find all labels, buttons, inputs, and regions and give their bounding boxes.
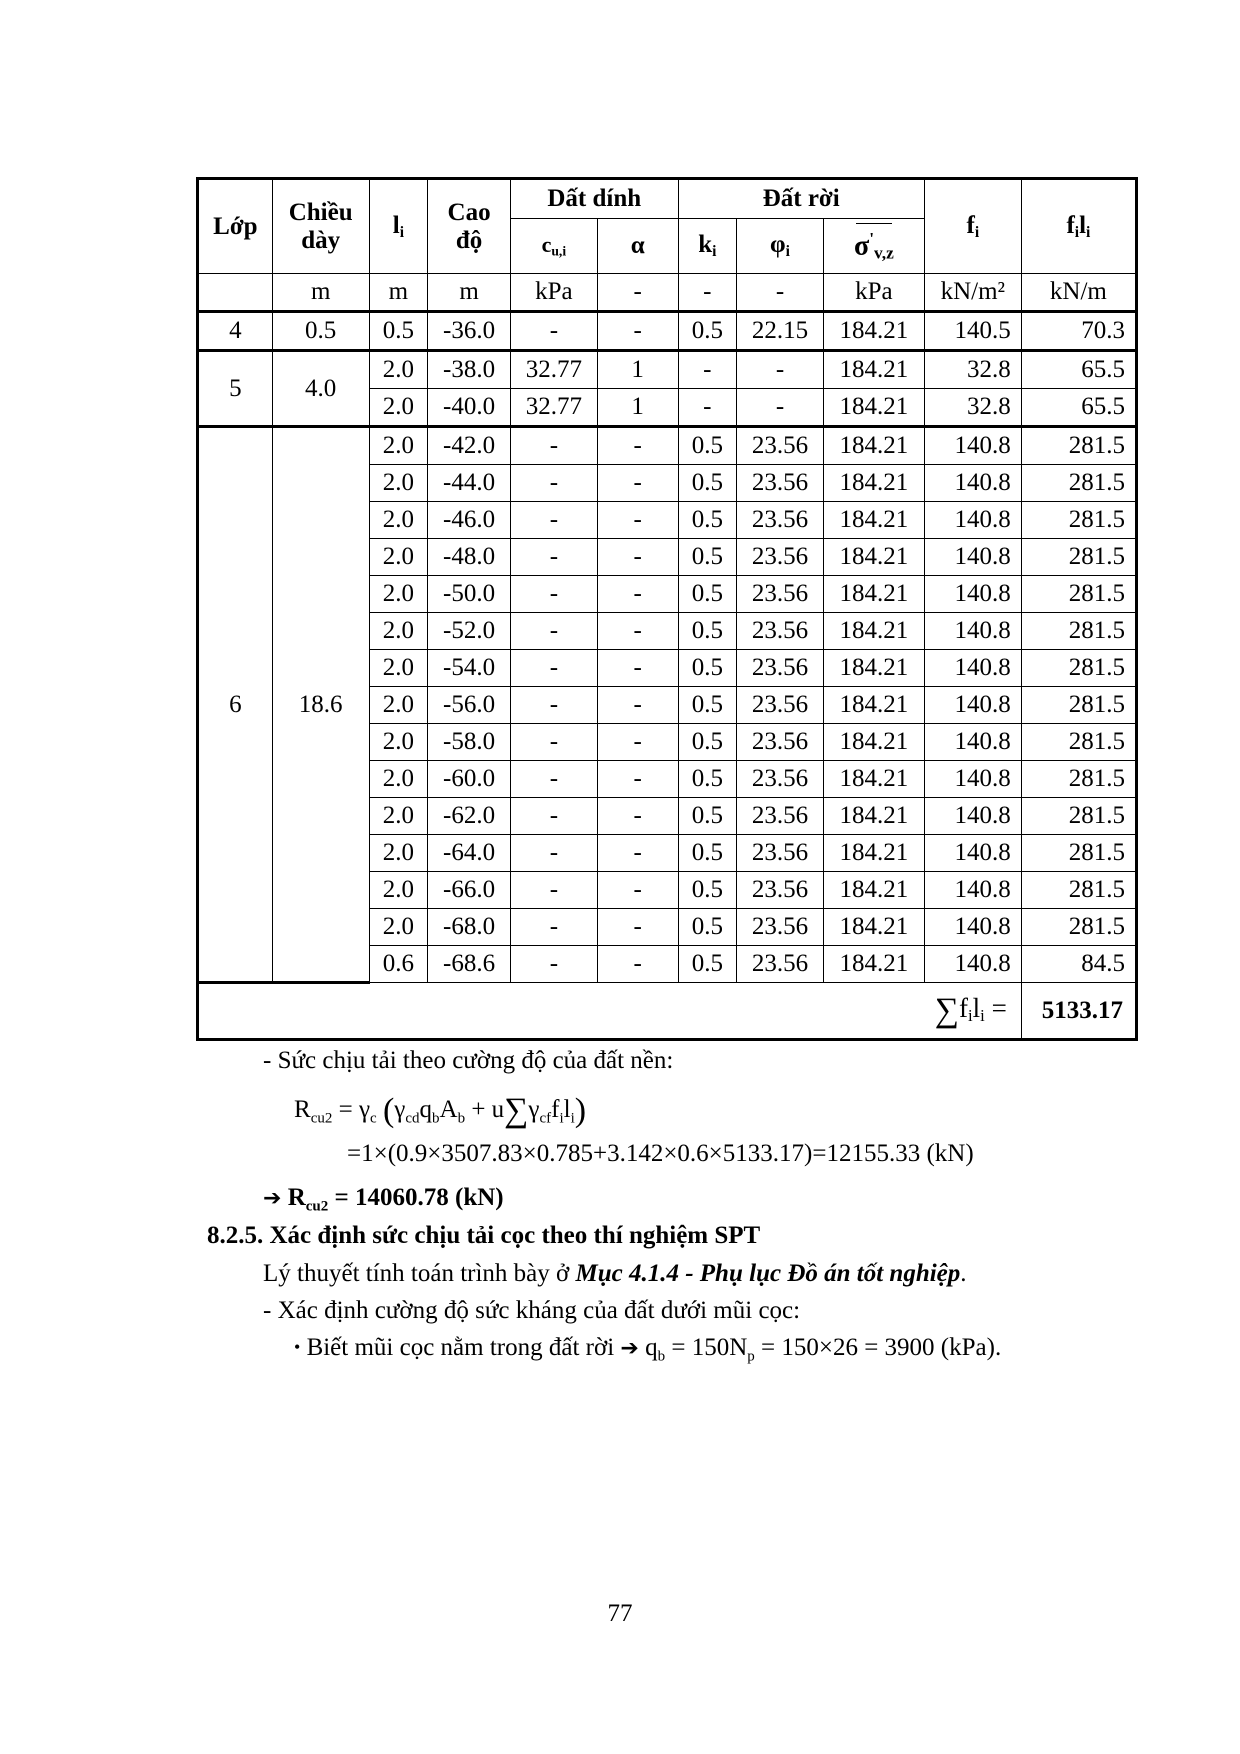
theory-line: Lý thuyết tính toán trình bày ở Mục 4.1.4 - Phụ lục Đồ án tốt nghiệp. bbox=[263, 1260, 967, 1287]
table-cell: 2.0 bbox=[369, 687, 428, 724]
arrow-icon: ➔ bbox=[620, 1336, 639, 1361]
table-cell: - bbox=[597, 427, 678, 465]
table-cell: 23.56 bbox=[737, 946, 824, 983]
table-row bbox=[198, 312, 1137, 351]
table-cell: 1 bbox=[597, 389, 678, 427]
unit-cell: - bbox=[597, 274, 678, 312]
table-cell: 32.8 bbox=[924, 389, 1021, 427]
total-row bbox=[198, 983, 1137, 1040]
table-cell: - bbox=[510, 798, 597, 835]
table-cell: 23.56 bbox=[737, 650, 824, 687]
bearing-capacity-line: - Sức chịu tải theo cường độ của đất nền: bbox=[263, 1047, 674, 1074]
header-cao-do: Cao độ bbox=[428, 179, 511, 274]
header-dat-dinh: Dất dính bbox=[510, 179, 678, 219]
table-cell: 23.56 bbox=[737, 502, 824, 539]
formula-calculation: =1×(0.9×3507.83×0.785+3.142×0.6×5133.17)=12155.33 (kN) bbox=[347, 1140, 974, 1167]
section-heading: 8.2.5. Xác định sức chịu tải cọc theo thí nghiệm SPT bbox=[207, 1222, 761, 1249]
table-cell: 140.8 bbox=[924, 427, 1021, 465]
table-cell: - bbox=[597, 835, 678, 872]
table-cell: 140.8 bbox=[924, 576, 1021, 613]
table-cell: 2.0 bbox=[369, 761, 428, 798]
table-cell: -42.0 bbox=[428, 427, 511, 465]
layer-thickness: 4.0 bbox=[272, 351, 369, 427]
table-cell: - bbox=[678, 351, 737, 389]
header-dat-roi: Đất rời bbox=[678, 179, 924, 219]
table-cell: - bbox=[597, 650, 678, 687]
page-number: 77 bbox=[607, 1600, 633, 1627]
table-cell: - bbox=[737, 351, 824, 389]
table-cell: - bbox=[597, 798, 678, 835]
header-fili: $f_il_i$ bbox=[1021, 179, 1136, 274]
table-cell: 65.5 bbox=[1021, 389, 1136, 427]
unit-cell: m bbox=[428, 274, 511, 312]
table-cell: 140.8 bbox=[924, 650, 1021, 687]
table-cell: 32.8 bbox=[924, 351, 1021, 389]
table-cell: 140.8 bbox=[924, 909, 1021, 946]
table-cell: 281.5 bbox=[1021, 761, 1136, 798]
table-cell: 23.56 bbox=[737, 465, 824, 502]
table-cell: 184.21 bbox=[823, 909, 924, 946]
table-cell: - bbox=[510, 946, 597, 983]
table-body bbox=[198, 312, 1137, 983]
table-cell: 0.5 bbox=[678, 576, 737, 613]
table-cell: 281.5 bbox=[1021, 798, 1136, 835]
table-cell: -50.0 bbox=[428, 576, 511, 613]
unit-cell: - bbox=[737, 274, 824, 312]
table-cell: 184.21 bbox=[823, 539, 924, 576]
table-cell: 23.56 bbox=[737, 539, 824, 576]
table-cell: 281.5 bbox=[1021, 909, 1136, 946]
unit-cell: kN/m bbox=[1021, 274, 1136, 312]
unit-cell: m bbox=[272, 274, 369, 312]
table-cell: 281.5 bbox=[1021, 576, 1136, 613]
table-cell: 0.5 bbox=[678, 798, 737, 835]
table-cell: 84.5 bbox=[1021, 946, 1136, 983]
table-cell: 140.8 bbox=[924, 761, 1021, 798]
table-cell: 184.21 bbox=[823, 502, 924, 539]
table-cell: 2.0 bbox=[369, 427, 428, 465]
table-cell: -68.6 bbox=[428, 946, 511, 983]
table-cell: 2.0 bbox=[369, 909, 428, 946]
table-cell: 140.8 bbox=[924, 613, 1021, 650]
table-cell: 184.21 bbox=[823, 465, 924, 502]
table-cell: 0.5 bbox=[678, 650, 737, 687]
table-cell: - bbox=[510, 465, 597, 502]
table-cell: -60.0 bbox=[428, 761, 511, 798]
table-cell: 23.56 bbox=[737, 724, 824, 761]
table-cell: - bbox=[737, 389, 824, 427]
table-cell: -62.0 bbox=[428, 798, 511, 835]
table-cell: 281.5 bbox=[1021, 835, 1136, 872]
table-cell: 23.56 bbox=[737, 835, 824, 872]
table-cell: -56.0 bbox=[428, 687, 511, 724]
table-cell: 184.21 bbox=[823, 798, 924, 835]
sum-label: $\sum f_il_i$ = bbox=[198, 983, 1022, 1040]
table-cell: - bbox=[510, 724, 597, 761]
table-cell: 65.5 bbox=[1021, 351, 1136, 389]
table-cell: 23.56 bbox=[737, 427, 824, 465]
table-cell: 2.0 bbox=[369, 465, 428, 502]
table-cell: - bbox=[510, 613, 597, 650]
header-li: $l_i$ bbox=[369, 179, 428, 274]
table-cell: - bbox=[510, 427, 597, 465]
table-cell: - bbox=[597, 502, 678, 539]
skin-friction-table bbox=[196, 177, 1138, 1041]
table-cell: - bbox=[597, 613, 678, 650]
table-cell: 2.0 bbox=[369, 650, 428, 687]
table-cell: -68.0 bbox=[428, 909, 511, 946]
table-cell: 23.56 bbox=[737, 909, 824, 946]
header-alpha: α bbox=[597, 219, 678, 274]
table-cell: 0.5 bbox=[678, 427, 737, 465]
table-cell: - bbox=[510, 761, 597, 798]
table-cell: 281.5 bbox=[1021, 724, 1136, 761]
table-cell: 23.56 bbox=[737, 798, 824, 835]
table-cell: 184.21 bbox=[823, 946, 924, 983]
table-cell: -48.0 bbox=[428, 539, 511, 576]
table-cell: - bbox=[597, 465, 678, 502]
units-row bbox=[198, 274, 1137, 312]
unit-cell: kN/m² bbox=[924, 274, 1021, 312]
table-cell: 184.21 bbox=[823, 835, 924, 872]
table-cell: 140.8 bbox=[924, 798, 1021, 835]
sum-value: 5133.17 bbox=[1021, 983, 1136, 1040]
table-cell: 140.8 bbox=[924, 539, 1021, 576]
header-chieu-day: Chiều dày bbox=[272, 179, 369, 274]
table-cell: - bbox=[597, 724, 678, 761]
table-cell: - bbox=[510, 576, 597, 613]
unit-cell: kPa bbox=[823, 274, 924, 312]
result-line: ➔ $R_{cu2} = 14060.78$ (kN) bbox=[263, 1184, 504, 1215]
table-cell: - bbox=[597, 539, 678, 576]
layer-thickness: 0.5 bbox=[272, 312, 369, 351]
table-cell: 23.56 bbox=[737, 613, 824, 650]
table-cell: -36.0 bbox=[428, 312, 511, 351]
table-cell: - bbox=[510, 909, 597, 946]
table-cell: 2.0 bbox=[369, 539, 428, 576]
table-cell: - bbox=[510, 650, 597, 687]
table-cell: -44.0 bbox=[428, 465, 511, 502]
table-cell: 2.0 bbox=[369, 872, 428, 909]
table-cell: 281.5 bbox=[1021, 687, 1136, 724]
table-cell: -52.0 bbox=[428, 613, 511, 650]
layer-number: 4 bbox=[198, 312, 273, 351]
table-cell: 281.5 bbox=[1021, 465, 1136, 502]
table-cell: 0.5 bbox=[678, 502, 737, 539]
table-cell: - bbox=[678, 389, 737, 427]
table-cell: 140.8 bbox=[924, 946, 1021, 983]
table-cell: 2.0 bbox=[369, 576, 428, 613]
arrow-icon: ➔ bbox=[263, 1186, 282, 1211]
table-cell: 184.21 bbox=[823, 687, 924, 724]
table-cell: 281.5 bbox=[1021, 872, 1136, 909]
table-cell: 2.0 bbox=[369, 798, 428, 835]
table-cell: - bbox=[597, 946, 678, 983]
table-cell: - bbox=[510, 539, 597, 576]
table-cell: - bbox=[597, 872, 678, 909]
table-cell: 140.8 bbox=[924, 687, 1021, 724]
table-cell: 184.21 bbox=[823, 872, 924, 909]
table-cell: 184.21 bbox=[823, 427, 924, 465]
table-cell: 23.56 bbox=[737, 576, 824, 613]
table-cell: 23.56 bbox=[737, 872, 824, 909]
table-cell: 281.5 bbox=[1021, 613, 1136, 650]
table-cell: 0.5 bbox=[678, 946, 737, 983]
resistance-line: - Xác định cường độ sức kháng của đất dưới mũi cọc: bbox=[263, 1297, 801, 1324]
table-cell: - bbox=[597, 761, 678, 798]
table-cell: 23.56 bbox=[737, 761, 824, 798]
layer-number: 6 bbox=[198, 427, 273, 983]
table-cell: 0.5 bbox=[369, 312, 428, 351]
table-cell: -66.0 bbox=[428, 872, 511, 909]
table-cell: -38.0 bbox=[428, 351, 511, 389]
table-cell: 140.8 bbox=[924, 465, 1021, 502]
table-cell: 0.5 bbox=[678, 613, 737, 650]
table-cell: 140.5 bbox=[924, 312, 1021, 351]
table-cell: - bbox=[510, 872, 597, 909]
table-cell: 0.5 bbox=[678, 465, 737, 502]
table-cell: -40.0 bbox=[428, 389, 511, 427]
table-cell: 0.5 bbox=[678, 761, 737, 798]
table-cell: - bbox=[597, 909, 678, 946]
formula-rcu2: $R_{cu2} = \gamma_c$ $(\gamma_{cd}q_bA_b + u\sum\gamma_{cf}f_il_i)$ bbox=[294, 1092, 587, 1129]
header-fi: $f_i$ bbox=[924, 179, 1021, 274]
bullet-line: • Biết mũi cọc nằm trong đất rời ➔ $q_b = 150N_p = 150\times 26 = 3900$ (kPa). bbox=[294, 1334, 1002, 1365]
table-cell: - bbox=[510, 835, 597, 872]
table-cell: 2.0 bbox=[369, 724, 428, 761]
table-cell: 0.5 bbox=[678, 539, 737, 576]
table-cell: 23.56 bbox=[737, 687, 824, 724]
table-cell: 140.8 bbox=[924, 835, 1021, 872]
table-cell: 0.6 bbox=[369, 946, 428, 983]
table-cell: 0.5 bbox=[678, 909, 737, 946]
table-cell: 281.5 bbox=[1021, 539, 1136, 576]
table-cell: - bbox=[597, 312, 678, 351]
layer-number: 5 bbox=[198, 351, 273, 427]
table-cell: - bbox=[510, 687, 597, 724]
table-cell: 0.5 bbox=[678, 872, 737, 909]
table-cell: - bbox=[597, 687, 678, 724]
table-cell: 140.8 bbox=[924, 872, 1021, 909]
unit-cell: kPa bbox=[510, 274, 597, 312]
table-cell: -64.0 bbox=[428, 835, 511, 872]
table-cell: -46.0 bbox=[428, 502, 511, 539]
table-row bbox=[198, 351, 1137, 389]
header-ki: $k_i$ bbox=[678, 219, 737, 274]
header-sigma: $\sigma'_{v,z}$ bbox=[823, 219, 924, 274]
table-cell: -58.0 bbox=[428, 724, 511, 761]
table-cell: 184.21 bbox=[823, 761, 924, 798]
layer-thickness: 18.6 bbox=[272, 427, 369, 983]
table-cell: 184.21 bbox=[823, 650, 924, 687]
table-cell: 281.5 bbox=[1021, 502, 1136, 539]
header-cu: $c_{u,i}$ bbox=[510, 219, 597, 274]
table-cell: 32.77 bbox=[510, 351, 597, 389]
table-cell: 184.21 bbox=[823, 576, 924, 613]
table-cell: 140.8 bbox=[924, 502, 1021, 539]
table-cell: - bbox=[510, 312, 597, 351]
table-cell: 184.21 bbox=[823, 724, 924, 761]
table-cell: 32.77 bbox=[510, 389, 597, 427]
table-cell: 0.5 bbox=[678, 312, 737, 351]
table-cell: - bbox=[597, 576, 678, 613]
table-cell: 2.0 bbox=[369, 351, 428, 389]
table-cell: - bbox=[510, 502, 597, 539]
table-cell: 0.5 bbox=[678, 687, 737, 724]
table-cell: 0.5 bbox=[678, 724, 737, 761]
table-cell: 0.5 bbox=[678, 835, 737, 872]
header-lop: Lớp bbox=[198, 179, 273, 274]
table-cell: -54.0 bbox=[428, 650, 511, 687]
table-cell: 2.0 bbox=[369, 389, 428, 427]
table-cell: 281.5 bbox=[1021, 650, 1136, 687]
table-cell: 1 bbox=[597, 351, 678, 389]
table-cell: 22.15 bbox=[737, 312, 824, 351]
table-cell: 184.21 bbox=[823, 389, 924, 427]
bullet-icon: • bbox=[294, 1337, 301, 1357]
table-cell: 70.3 bbox=[1021, 312, 1136, 351]
table-row bbox=[198, 427, 1137, 465]
table-cell: 140.8 bbox=[924, 724, 1021, 761]
table-cell: 2.0 bbox=[369, 613, 428, 650]
table-cell: 184.21 bbox=[823, 613, 924, 650]
header-phi: $\varphi_i$ bbox=[737, 219, 824, 274]
unit-cell: m bbox=[369, 274, 428, 312]
unit-cell: - bbox=[678, 274, 737, 312]
table-cell: 2.0 bbox=[369, 835, 428, 872]
table-cell: 184.21 bbox=[823, 351, 924, 389]
table-cell: 281.5 bbox=[1021, 427, 1136, 465]
table-header-row-1 bbox=[198, 179, 1137, 219]
table-cell: 184.21 bbox=[823, 312, 924, 351]
table-cell: 2.0 bbox=[369, 502, 428, 539]
